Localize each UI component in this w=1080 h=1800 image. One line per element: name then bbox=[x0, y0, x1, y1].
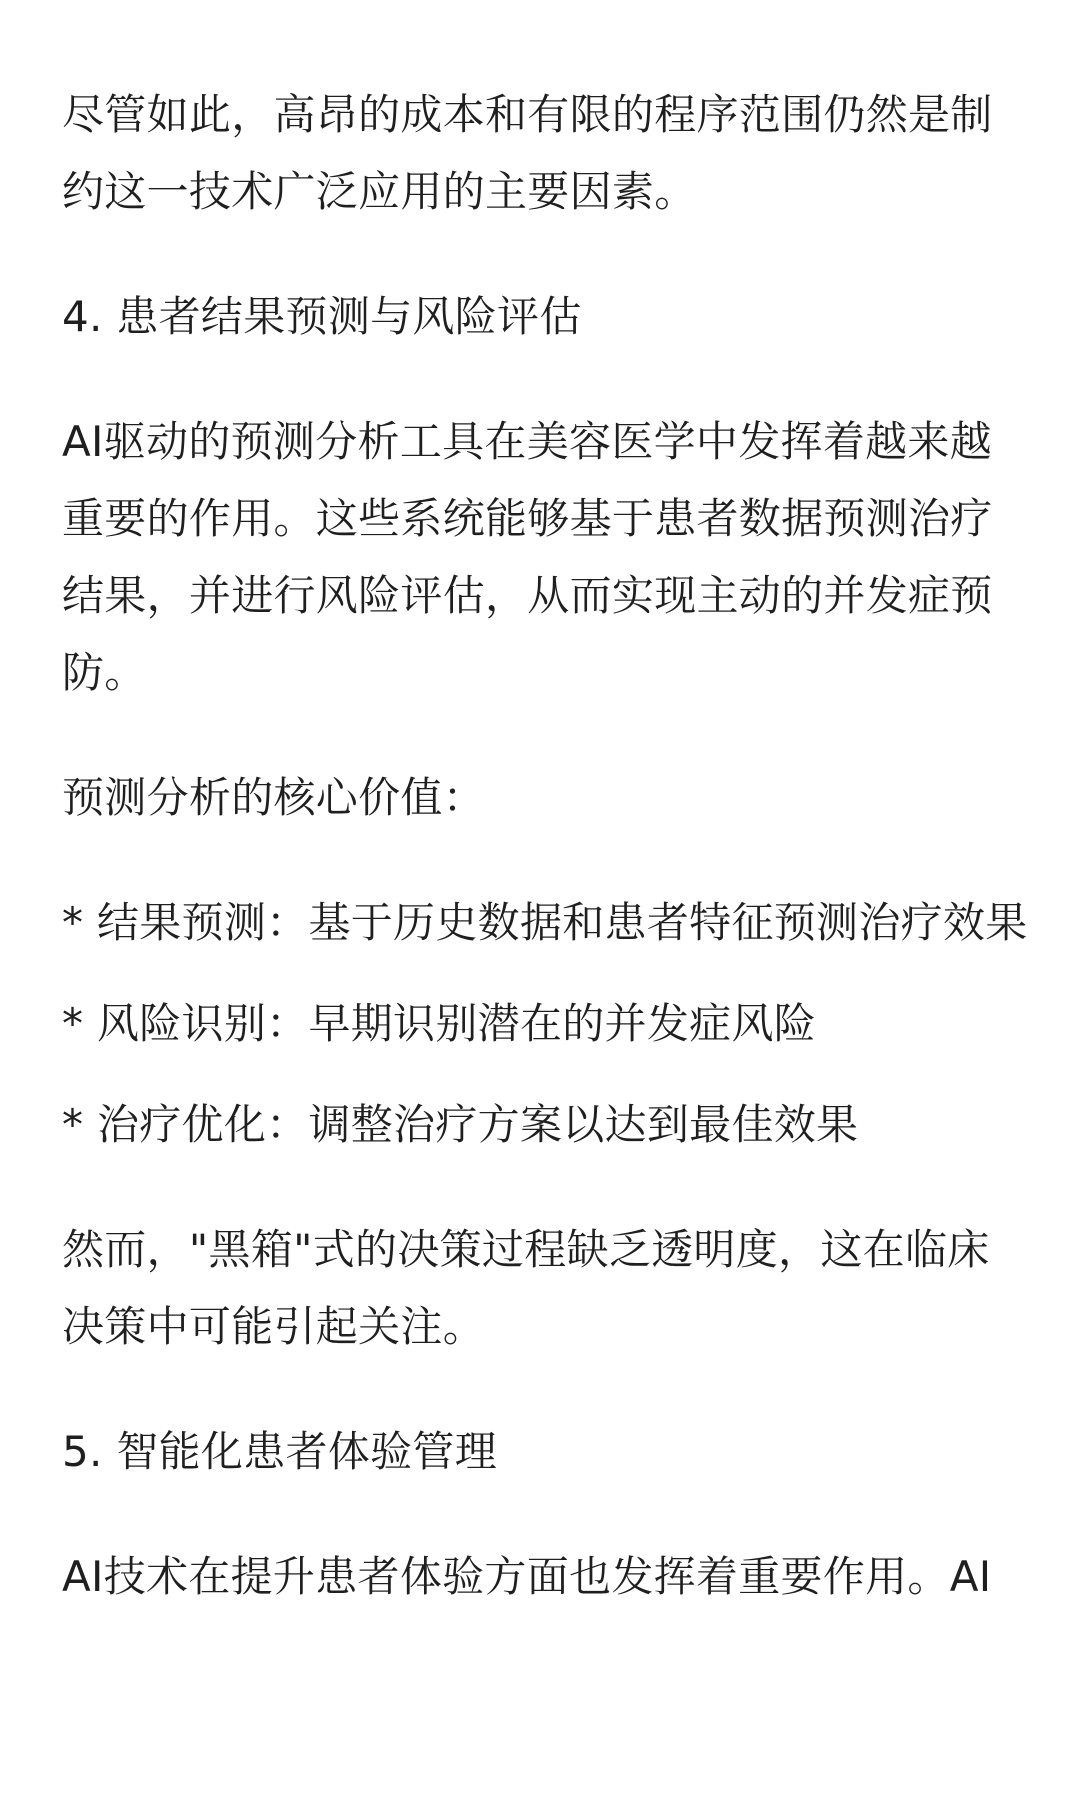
bullet-item-treatment-optimization: * 治疗优化：调整治疗方案以达到最佳效果 bbox=[62, 1100, 859, 1149]
paragraph-core-value-label: 预测分析的核心价值： bbox=[62, 773, 486, 822]
paragraph-black-box: 然而，"黑箱"式的决策过程缺乏透明度，这在临床决策中可能引起关注。 bbox=[62, 1225, 990, 1351]
paragraph-predictive-tools: AI驱动的预测分析工具在美容医学中发挥着越来越重要的作用。这些系统能够基于患者数据预测治疗结果，并进行风险评估，从而实现主动的并发症预防。 bbox=[62, 417, 993, 697]
paragraph-cost-limits: 尽管如此，高昂的成本和有限的程序范围仍然是制约这一技术广泛应用的主要因素。 bbox=[62, 90, 993, 216]
bullet-item-risk-identification: * 风险识别：早期识别潜在的并发症风险 bbox=[62, 999, 817, 1048]
section-heading-5: 5. 智能化患者体验管理 bbox=[62, 1427, 498, 1476]
article-body bbox=[62, 76, 1030, 1615]
section-heading-4: 4. 患者结果预测与风险评估 bbox=[62, 292, 582, 341]
paragraph-patient-experience: AI技术在提升患者体验方面也发挥着重要作用。AI bbox=[62, 1552, 992, 1601]
bullet-item-outcome-prediction: * 结果预测：基于历史数据和患者特征预测治疗效果 bbox=[62, 898, 1028, 947]
